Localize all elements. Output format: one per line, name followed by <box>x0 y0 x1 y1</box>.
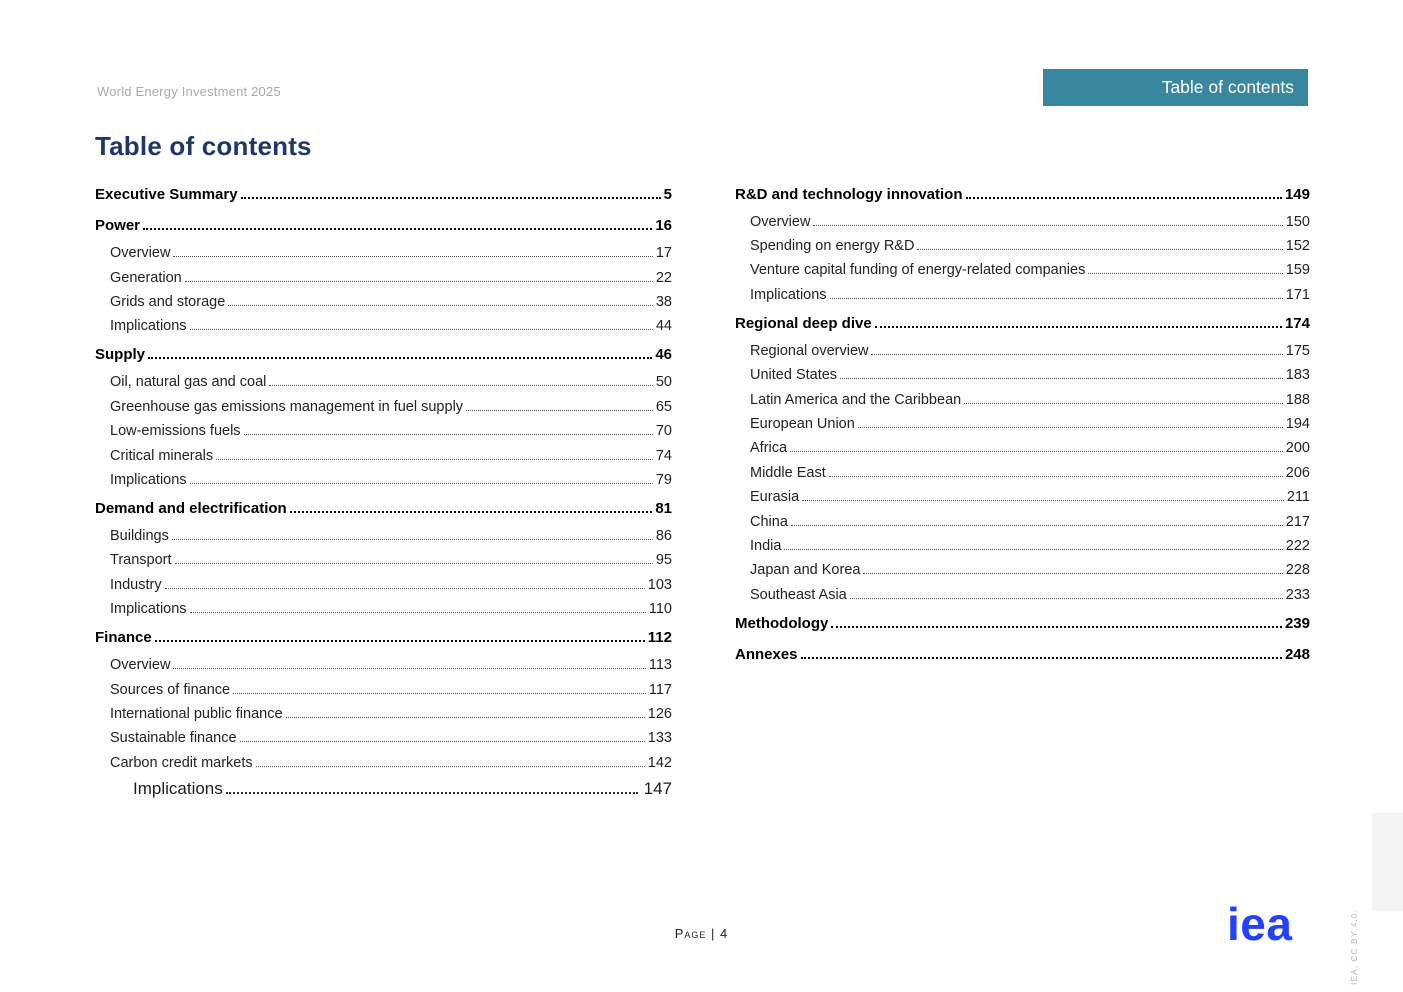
toc-entry-label: China <box>750 513 788 530</box>
document-title: World Energy Investment 2025 <box>97 84 281 99</box>
toc-leader-dots <box>269 385 652 386</box>
toc-entry[interactable] <box>735 643 1310 667</box>
toc-leader-dots <box>966 197 1282 199</box>
toc-entry-page: 79 <box>655 472 672 489</box>
toc-leader-dots <box>790 451 1283 452</box>
toc-leader-dots <box>829 476 1283 477</box>
toc-entry[interactable] <box>95 444 672 468</box>
toc-entry-label: Sources of finance <box>110 681 231 698</box>
toc-entry-label: Sustainable finance <box>110 730 237 747</box>
toc-entry-page: 183 <box>1285 367 1310 384</box>
toc-entry[interactable] <box>95 497 672 521</box>
toc-leader-dots <box>863 573 1282 574</box>
toc-entry-label: Implications <box>110 318 187 335</box>
toc-entry-label: Generation <box>110 269 182 286</box>
toc-entry[interactable] <box>735 510 1310 534</box>
toc-entry-page: 142 <box>647 754 672 771</box>
toc-entry[interactable] <box>735 583 1310 607</box>
toc-leader-dots <box>148 357 652 359</box>
toc-leader-dots <box>240 741 645 742</box>
toc-entry-label: Greenhouse gas emissions management in fuel supply <box>110 398 464 415</box>
toc-entry-page: 217 <box>1285 513 1310 530</box>
toc-entry-page: 70 <box>655 423 672 440</box>
toc-entry[interactable] <box>95 775 672 803</box>
toc-entry-page: 50 <box>655 374 672 391</box>
toc-leader-dots <box>813 225 1282 226</box>
toc-entry-page: 206 <box>1285 464 1310 481</box>
toc-entry-label: Finance <box>95 629 152 647</box>
toc-entry[interactable] <box>95 183 672 207</box>
toc-column-left <box>95 178 672 803</box>
toc-entry-page: 188 <box>1285 391 1310 408</box>
toc-entry-label: Carbon credit markets <box>110 754 253 771</box>
page-number-footer: Page | 4 <box>674 926 729 941</box>
toc-leader-dots <box>801 657 1282 659</box>
toc-entry[interactable] <box>95 678 672 702</box>
toc-entry[interactable] <box>735 363 1310 387</box>
toc-entry-page: 222 <box>1285 538 1310 555</box>
toc-entry-label: Transport <box>110 552 172 569</box>
toc-entry-page: 248 <box>1284 646 1310 664</box>
toc-leader-dots <box>840 378 1283 379</box>
toc-leader-dots <box>466 410 653 411</box>
toc-entry-label: International public finance <box>110 706 283 723</box>
toc-entry-page: 171 <box>1285 286 1310 303</box>
toc-entry-page: 147 <box>643 779 672 799</box>
toc-entry-page: 211 <box>1286 489 1310 506</box>
toc-leader-dots <box>228 305 653 306</box>
toc-entry-page: 150 <box>1285 213 1310 230</box>
toc-leader-dots <box>784 549 1282 550</box>
toc-entry-label: United States <box>750 367 838 384</box>
toc-entry[interactable] <box>95 419 672 443</box>
toc-entry[interactable] <box>735 234 1310 258</box>
toc-entry[interactable] <box>95 290 672 314</box>
toc-leader-dots <box>917 249 1282 250</box>
toc-entry-page: 233 <box>1285 586 1310 603</box>
toc-leader-dots <box>185 281 653 282</box>
toc-entry-label: Venture capital funding of energy-related companies <box>750 262 1086 279</box>
toc-entry[interactable] <box>735 612 1310 636</box>
toc-entry-page: 175 <box>1285 342 1310 359</box>
toc-entry-label: Implications <box>110 472 187 489</box>
toc-leader-dots <box>241 197 661 199</box>
section-banner <box>1043 69 1308 106</box>
toc-entry[interactable] <box>95 524 672 548</box>
toc-entry-page: 16 <box>655 217 672 235</box>
toc-entry[interactable] <box>735 258 1310 282</box>
toc-entry-page: 200 <box>1285 440 1310 457</box>
toc-entry-page: 38 <box>655 294 672 310</box>
toc-entry-page: 174 <box>1284 314 1310 332</box>
toc-entry-label: Middle East <box>750 464 826 481</box>
toc-entry[interactable] <box>735 461 1310 485</box>
toc-entry-page: 44 <box>655 318 672 335</box>
toc-entry[interactable] <box>95 626 672 650</box>
toc-entry-page: 74 <box>655 447 672 464</box>
toc-entry-page: 239 <box>1284 614 1310 632</box>
toc-entry-page: 110 <box>648 601 672 618</box>
toc-column-right <box>735 178 1310 803</box>
toc-leader-dots <box>165 588 645 589</box>
toc-entry[interactable] <box>735 558 1310 582</box>
toc-leader-dots <box>190 483 653 484</box>
toc-entry-label: Industry <box>110 576 162 593</box>
toc-leader-dots <box>216 459 653 460</box>
toc-entry[interactable] <box>95 395 672 419</box>
toc-leader-dots <box>831 626 1282 628</box>
toc-entry[interactable] <box>95 573 672 597</box>
toc-leader-dots <box>190 612 646 613</box>
toc-entry[interactable] <box>735 485 1310 509</box>
toc-leader-dots <box>173 256 652 257</box>
toc-leader-dots <box>172 539 653 540</box>
toc-leader-dots <box>871 354 1282 355</box>
toc-entry-label: Eurasia <box>750 489 800 506</box>
toc-entry-page: 149 <box>1284 185 1310 203</box>
toc-entry-label: Low-emissions fuels <box>110 423 241 440</box>
toc-entry[interactable] <box>95 314 672 338</box>
toc-entry[interactable] <box>95 214 672 238</box>
toc-entry-label: Executive Summary <box>95 185 238 203</box>
toc-entry-label: Implications <box>110 601 187 618</box>
toc-entry-label: Critical minerals <box>110 447 214 464</box>
toc-leader-dots <box>286 717 645 718</box>
toc-leader-dots <box>290 511 653 513</box>
toc-entry-label: Implications <box>133 779 223 799</box>
toc-entry-label: Grids and storage <box>110 294 226 310</box>
toc-leader-dots <box>802 500 1284 501</box>
toc-entry-label: Power <box>95 217 141 235</box>
toc-entry-label: Overview <box>110 657 171 674</box>
toc-leader-dots <box>1088 273 1282 274</box>
toc-entry[interactable] <box>95 548 672 572</box>
toc-entry-label: Japan and Korea <box>750 562 861 579</box>
toc-entry-label: Oil, natural gas and coal <box>110 374 267 391</box>
toc-entry[interactable] <box>735 312 1310 336</box>
toc-entry-page: 228 <box>1285 562 1310 579</box>
toc-entry-page: 152 <box>1285 238 1310 254</box>
toc-entry-label: Overview <box>750 213 811 230</box>
toc-entry-label: Demand and electrification <box>95 500 287 518</box>
toc-entry[interactable] <box>95 653 672 677</box>
toc-entry-label: Spending on energy R&D <box>750 238 915 254</box>
toc-leader-dots <box>155 640 645 642</box>
toc-entry-label: Regional deep dive <box>735 314 872 332</box>
table-of-contents <box>95 178 1310 803</box>
toc-entry[interactable] <box>735 339 1310 363</box>
toc-entry[interactable] <box>95 343 672 367</box>
toc-entry[interactable] <box>95 266 672 290</box>
toc-entry-label: Annexes <box>735 646 798 664</box>
toc-leader-dots <box>173 668 645 669</box>
toc-entry-page: 159 <box>1285 262 1310 279</box>
page-edge-decoration <box>1372 813 1403 911</box>
toc-entry-page: 117 <box>648 681 672 698</box>
toc-entry-label: Methodology <box>735 614 829 632</box>
toc-leader-dots <box>858 427 1283 428</box>
toc-entry-page: 86 <box>655 528 672 545</box>
toc-entry-page: 5 <box>663 185 672 203</box>
toc-entry[interactable] <box>735 183 1310 207</box>
toc-leader-dots <box>226 792 638 794</box>
toc-entry[interactable] <box>95 751 672 775</box>
toc-entry-page: 194 <box>1285 416 1310 433</box>
toc-entry[interactable] <box>95 702 672 726</box>
toc-leader-dots <box>830 298 1283 299</box>
toc-entry[interactable] <box>95 726 672 750</box>
toc-entry-page: 95 <box>655 552 672 569</box>
toc-entry-label: Latin America and the Caribbean <box>750 391 962 408</box>
toc-entry[interactable] <box>95 468 672 492</box>
toc-entry-page: 126 <box>647 706 672 723</box>
toc-entry-page: 81 <box>655 500 672 518</box>
toc-leader-dots <box>875 326 1282 328</box>
toc-leader-dots <box>175 563 653 564</box>
toc-entry-page: 17 <box>655 245 672 262</box>
toc-entry-page: 65 <box>655 398 672 415</box>
toc-leader-dots <box>850 598 1283 599</box>
toc-leader-dots <box>190 329 653 330</box>
toc-entry[interactable] <box>95 370 672 394</box>
toc-entry-label: R&D and technology innovation <box>735 185 963 203</box>
toc-entry-page: 113 <box>648 657 672 674</box>
toc-entry-label: Buildings <box>110 528 169 545</box>
toc-entry-page: 103 <box>647 576 672 593</box>
toc-entry[interactable] <box>735 283 1310 307</box>
toc-entry-label: Overview <box>110 245 171 262</box>
toc-entry[interactable] <box>735 436 1310 460</box>
toc-leader-dots <box>233 693 646 694</box>
toc-entry-page: 46 <box>655 346 672 364</box>
toc-entry-label: Southeast Asia <box>750 586 847 603</box>
toc-entry-label: India <box>750 538 782 555</box>
toc-entry-label: Implications <box>750 286 827 303</box>
iea-logo: iea <box>1227 898 1293 950</box>
page-title: Table of contents <box>95 131 312 161</box>
toc-entry[interactable] <box>95 597 672 621</box>
toc-leader-dots <box>143 228 652 230</box>
toc-entry-page: 22 <box>655 269 672 286</box>
toc-entry[interactable] <box>95 241 672 265</box>
toc-entry-label: Africa <box>750 440 788 457</box>
toc-leader-dots <box>256 766 645 767</box>
toc-leader-dots <box>244 434 653 435</box>
toc-entry[interactable] <box>735 210 1310 234</box>
toc-leader-dots <box>791 525 1283 526</box>
toc-entry[interactable] <box>735 412 1310 436</box>
toc-entry-label: Supply <box>95 346 146 364</box>
toc-entry-page: 133 <box>647 730 672 747</box>
section-banner-label: Table of contents <box>1161 77 1294 97</box>
license-side-note: IEA. CC BY 4.0. <box>1349 909 1359 985</box>
toc-leader-dots <box>964 403 1283 404</box>
toc-entry-label: Regional overview <box>750 342 869 359</box>
toc-entry-label: European Union <box>750 416 855 433</box>
toc-entry[interactable] <box>735 388 1310 412</box>
toc-entry-page: 112 <box>647 629 672 647</box>
toc-entry[interactable] <box>735 534 1310 558</box>
